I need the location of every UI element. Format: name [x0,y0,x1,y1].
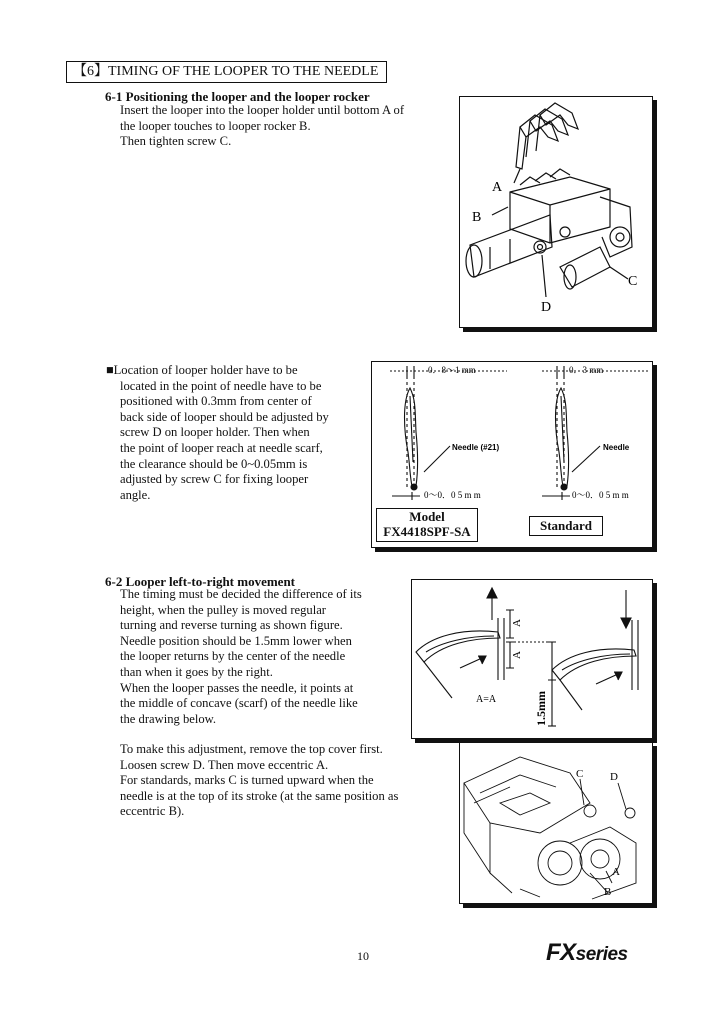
adjustment-text: To make this adjustment, remove the top cover first. Loosen screw D. Then move eccentric A. For standards, marks C is turned upward when the needle is at the top of its stroke (at the same position as eccentric B). [120,742,399,819]
label-a: A [492,180,503,195]
left-bottom-dim: 0～0．0 5 m m [424,490,481,500]
subsection-heading-6-2: 6-2 Looper left-to-right movement [105,574,296,589]
label-d: D [610,771,618,783]
eccentric-drawing [460,743,652,903]
left-needle-label: Needle (#21) [452,443,500,452]
movement-figure [411,579,653,739]
section-title: 【6】TIMING OF THE LOOPER TO THE NEEDLE [66,61,387,83]
label-b: B [472,210,482,225]
label-b: B [604,886,612,898]
s62-text: The timing must be decided the difference of its height, when the pulley is moved regular turning and reverse turning as shown figure. Needle position should be 1.5mm lower when the looper returns by the center of the needle than when it goes by the right. When the looper passes the needle, it points at the middle of concave (scarf) of the needle like the drawing below. [120,587,362,726]
looper-rocker-drawing [460,97,652,327]
label-d: D [541,300,552,315]
eccentric-figure [459,742,653,904]
right-needle-label: Needle [603,443,630,452]
s61-text: Insert the looper into the looper holder until bottom A of the looper touches to looper rocker B. Then tighten screw C. [120,103,405,149]
bullet-icon: ■ [106,363,114,377]
holder-location-text: ■Location of looper holder have to be located in the point of needle have to be positioned with 0.3mm from center of back side of looper should be adjusted by screw D on looper holder. Then when the point of looper reach at needle scarf, the clearance should be 0~0.05mm is adjusted by screw C for fixing looper angle. [106,363,329,502]
label-c: C [576,768,584,780]
standard-label: Standard [529,516,603,536]
label-c: C [628,274,638,289]
right-bottom-dim: 0～0．0 5 m m [572,490,629,500]
brand-logo: FXseries [546,939,628,966]
dim-a-bottom: A [511,651,523,659]
left-top-dim: 0．8～1 mm [428,365,476,375]
dim-1-5mm: 1.5mm [534,691,548,726]
right-top-dim: 0．3 mm [569,365,604,375]
label-a: A [612,866,620,878]
subsection-heading-6-1: 6-1 Positioning the looper and the looper rocker [105,89,370,104]
dim-a-top: A [511,619,523,627]
clearance-figure [371,361,653,548]
a-equals-a: A=A [476,694,497,705]
movement-drawing [412,580,652,738]
looper-rocker-figure [459,96,653,328]
model-label: Model FX4418SPF-SA [376,508,478,542]
page-number: 10 [357,949,369,963]
